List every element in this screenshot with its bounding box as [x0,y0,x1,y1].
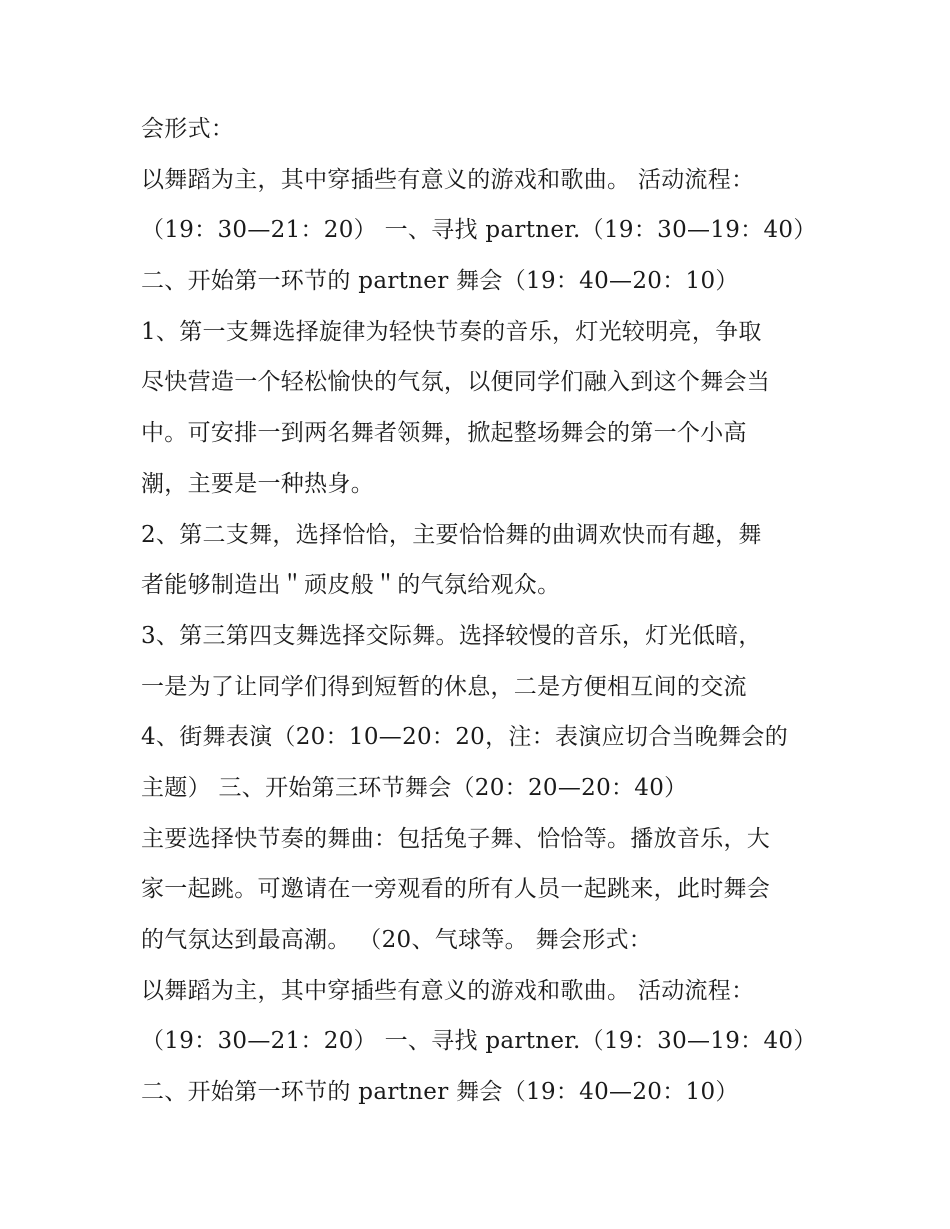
text-line: 尽快营造一个轻松愉快的气氛，以便同学们融入到这个舞会当 [141,369,771,396]
document-body [141,104,841,1118]
text-line: 4、街舞表演（20：10—20：20，注：表演应切合当晚舞会的 [141,724,788,751]
text-line: 主要选择快节奏的舞曲：包括兔子舞、恰恰等。播放音乐，大 [141,825,771,852]
text-line: 会形式： [141,116,235,142]
text-line: 潮，主要是一种热身。 [141,470,374,497]
text-line: 以舞蹈为主，其中穿插些有意义的游戏和歌曲。 活动流程： [141,166,755,193]
text-line: 一是为了让同学们得到短暂的休息，二是方便相互间的交流 [141,673,747,700]
text-line: 2、第二支舞，选择恰恰，主要恰恰舞的曲调欢快而有趣，舞 [141,521,762,548]
text-line: 者能够制造出＂顽皮般＂的气氛给观众。 [141,572,561,599]
text-line: 二、开始第一环节的 partner 舞会（19：40—20：10） [141,1079,739,1106]
text-line: 以舞蹈为主，其中穿插些有意义的游戏和歌曲。 活动流程： [141,977,755,1004]
text-line: （19：30—21：20） 一、寻找 partner.（19：30—19：40） [141,1028,817,1055]
text-line: 二、开始第一环节的 partner 舞会（19：40—20：10） [141,268,739,295]
text-line: （19：30—21：20） 一、寻找 partner.（19：30—19：40） [141,217,817,244]
text-line: 的气氛达到最高潮。 （20、气球等。 舞会形式： [141,927,653,953]
text-line: 主题） 三、开始第三环节舞会（20：20—20：40） [141,774,688,801]
text-line: 1、第一支舞选择旋律为轻快节奏的音乐，灯光较明亮，争取 [141,318,762,345]
text-line: 家一起跳。可邀请在一旁观看的所有人员一起跳来，此时舞会 [141,876,771,903]
text-line: 3、第三第四支舞选择交际舞。选择较慢的音乐，灯光低暗， [141,622,762,649]
text-line: 中。可安排一到两名舞者领舞，掀起整场舞会的第一个小高 [141,420,747,447]
